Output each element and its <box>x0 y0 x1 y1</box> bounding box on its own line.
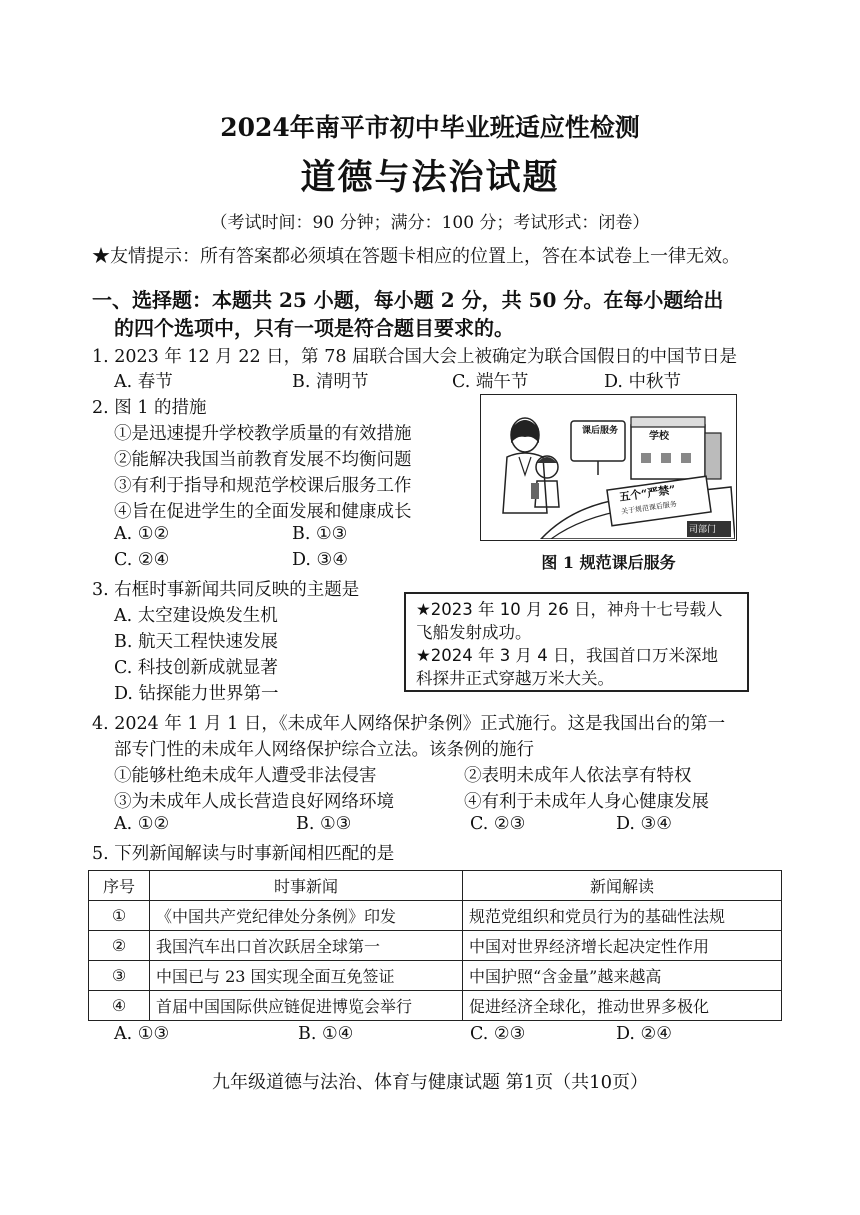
figure-paper-label: 五个“严禁” <box>618 483 677 504</box>
figure-sign-label: 课后服务 <box>581 426 618 436</box>
q1-option-c: C. 端午节 <box>452 372 529 392</box>
table-header-interpretation: 新闻解读 <box>463 871 782 901</box>
table-header-news: 时事新闻 <box>150 871 463 901</box>
q5-option-a: A. ①③ <box>114 1024 170 1044</box>
table-cell-news: 《中国共产党纪律处分条例》印发 <box>150 901 463 931</box>
q2-statement-4: ④旨在促进学生的全面发展和健康成长 <box>114 502 412 522</box>
section-heading-line2: 的四个选项中，只有一项是符合题目要求的。 <box>114 316 514 340</box>
exam-title: 2024年南平市初中毕业班适应性检测 <box>220 113 640 142</box>
news-box <box>404 592 749 692</box>
table-row <box>89 991 782 1021</box>
table-row <box>89 961 782 991</box>
table-header-row <box>89 871 782 901</box>
q3-option-d: D. 钻探能力世界第一 <box>114 684 279 704</box>
q3-option-a: A. 太空建设焕发生机 <box>114 606 278 626</box>
figure-1-cartoon <box>480 394 737 541</box>
q2-option-c: C. ②④ <box>114 550 170 570</box>
news-line-4: 科探井正式穿越万米大关。 <box>416 669 614 688</box>
q4-stem-line1: 4. 2024 年 1 月 1 日，《未成年人网络保护条例》正式施行。这是我国出台的第一 <box>92 714 726 734</box>
figure-paper-sub: 关于规范课后服务 <box>620 500 678 516</box>
table-cell-interpretation: 中国护照“含金量”越来越高 <box>463 961 782 991</box>
q4-option-b: B. ①③ <box>296 814 352 834</box>
cartoon-illustration <box>481 395 735 539</box>
news-line-1: ★2023 年 10 月 26 日，神舟十七号载人 <box>416 600 723 619</box>
q4-statement-1: ①能够杜绝未成年人遭受非法侵害 <box>114 766 377 786</box>
table-row <box>89 931 782 961</box>
table-cell-index: ③ <box>89 961 150 991</box>
q4-option-d: D. ③④ <box>616 814 672 834</box>
table-cell-index: ① <box>89 901 150 931</box>
page-footer: 九年级道德与法治、体育与健康试题 第1页（共10页） <box>211 1072 649 1093</box>
q1-option-b: B. 清明节 <box>292 372 369 392</box>
q5-option-c: C. ②③ <box>470 1024 526 1044</box>
q1-option-d: D. 中秋节 <box>604 372 682 392</box>
q5-option-d: D. ②④ <box>616 1024 672 1044</box>
exam-info: （考试时间：90 分钟；满分：100 分；考试形式：闭卷） <box>210 213 650 233</box>
q5-stem: 5. 下列新闻解读与时事新闻相匹配的是 <box>92 844 395 864</box>
q3-option-c: C. 科技创新成就显著 <box>114 658 278 678</box>
figure-1-caption: 图 1 规范课后服务 <box>541 553 676 572</box>
q2-statement-1: ①是迅速提升学校教学质量的有效措施 <box>114 424 412 444</box>
q4-statement-3: ③为未成年人成长营造良好网络环境 <box>114 792 394 812</box>
q4-option-c: C. ②③ <box>470 814 526 834</box>
q3-option-b: B. 航天工程快速发展 <box>114 632 278 652</box>
table-cell-interpretation: 规范党组织和党员行为的基础性法规 <box>463 901 782 931</box>
table-cell-news: 中国已与 23 国实现全面互免签证 <box>150 961 463 991</box>
news-line-3: ★2024 年 3 月 4 日，我国首口万米深地 <box>416 646 719 665</box>
table-cell-news: 首届中国国际供应链促进博览会举行 <box>150 991 463 1021</box>
q2-option-d: D. ③④ <box>292 550 348 570</box>
table-header-index: 序号 <box>89 871 150 901</box>
q4-stem-line2: 部专门性的未成年人网络保护综合立法。该条例的施行 <box>114 740 534 760</box>
q2-statement-3: ③有利于指导和规范学校课后服务工作 <box>114 476 412 496</box>
q2-stem: 2. 图 1 的措施 <box>92 398 207 418</box>
table-cell-interpretation: 促进经济全球化，推动世界多极化 <box>463 991 782 1021</box>
q1-stem: 1. 2023 年 12 月 22 日，第 78 届联合国大会上被确定为联合国假日的中国节日是 <box>92 347 738 367</box>
table-cell-news: 我国汽车出口首次跃居全球第一 <box>150 931 463 961</box>
q2-option-a: A. ①② <box>114 524 170 544</box>
figure-school-label: 学校 <box>649 431 669 442</box>
q5-option-b: B. ①④ <box>298 1024 354 1044</box>
q4-statement-4: ④有利于未成年人身心健康发展 <box>464 792 709 812</box>
q2-option-b: B. ①③ <box>292 524 348 544</box>
q2-statement-2: ②能解决我国当前教育发展不均衡问题 <box>114 450 412 470</box>
news-match-table <box>88 870 782 1021</box>
subject-title: 道德与法治试题 <box>300 157 560 198</box>
section-heading-line1: 一、选择题：本题共 25 小题，每小题 2 分，共 50 分。在每小题给出 <box>92 288 724 312</box>
table-cell-interpretation: 中国对世界经济增长起决定性作用 <box>463 931 782 961</box>
table-row <box>89 901 782 931</box>
table-cell-index: ④ <box>89 991 150 1021</box>
friendly-tip: ★友情提示：所有答案都必须填在答题卡相应的位置上，答在本试卷上一律无效。 <box>92 246 740 267</box>
q3-stem: 3. 右框时事新闻共同反映的主题是 <box>92 580 360 600</box>
news-line-2: 飞船发射成功。 <box>416 623 532 642</box>
table-cell-index: ② <box>89 931 150 961</box>
figure-corner-label: 司部门 <box>689 525 717 535</box>
q4-statement-2: ②表明未成年人依法享有特权 <box>464 766 692 786</box>
q4-option-a: A. ①② <box>114 814 170 834</box>
q1-option-a: A. 春节 <box>114 372 173 392</box>
